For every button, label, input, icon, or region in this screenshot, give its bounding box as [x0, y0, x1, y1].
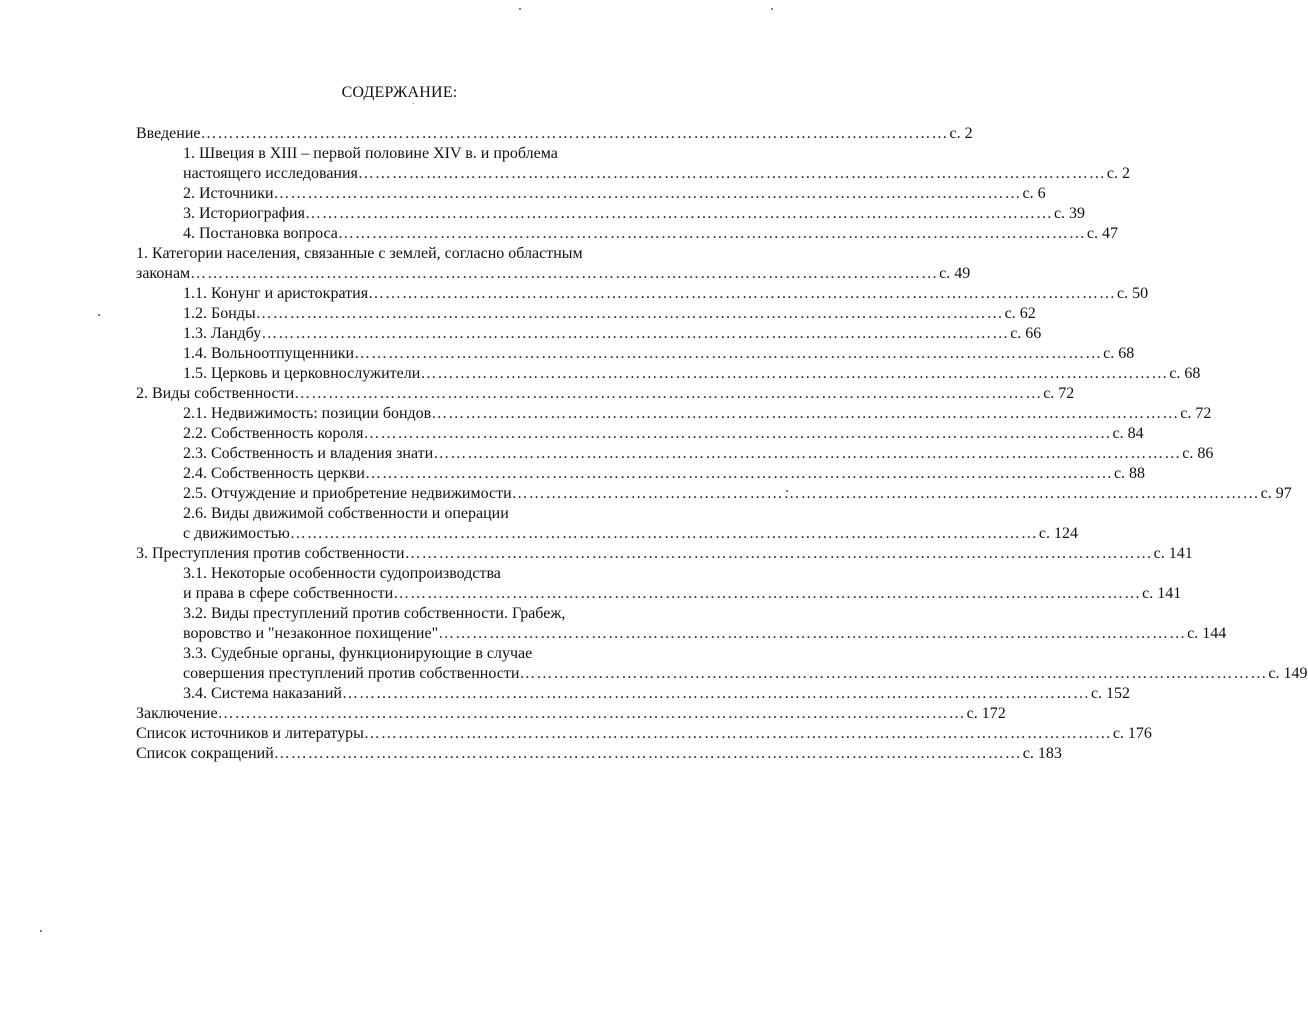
toc-entry-page: c. 86 [1182, 445, 1214, 462]
toc-entry-title: 1.3. Ландбу [183, 325, 262, 342]
scan-speck [519, 8, 521, 10]
toc-leader-dots: …………………………………………………………………………………………………………………… [190, 265, 939, 282]
toc-entry [183, 304, 1036, 324]
toc-entry-title: 2.4. Собственность церкви [183, 465, 365, 482]
toc-entry-title: 3. Преступления против собственности [136, 545, 405, 562]
toc-leader-dots: …………………………………………………………………………………………………………………… [363, 425, 1112, 442]
toc-leader-dots: …………………………………………………………………………………………………………………… [354, 345, 1103, 362]
toc-leader-dots: …………………………………………………………………………………………………………………… [304, 205, 1053, 222]
toc-entry [136, 264, 971, 284]
toc-entry-title: Список сокращений [136, 745, 274, 762]
toc-entry-page: c. 88 [1113, 465, 1146, 482]
toc-entry-page: c. 66 [1010, 325, 1042, 342]
toc-entry-title: 2.6. Виды движимой собственности и операции [183, 505, 509, 522]
toc-entry-title: 1.2. Бонды [183, 305, 256, 322]
toc-entry-page: c. 68 [1169, 365, 1201, 382]
toc-leader-dots: …………………………………………………………………………………………………………………… [261, 325, 1010, 342]
toc-entry-title: 3.1. Некоторые особенности судопроизводства [183, 565, 501, 582]
toc-entry-title: 2.1. Недвижимость: позиции бондов [183, 405, 432, 422]
toc-leader-dots: …………………………………………………………………………………………………………………… [289, 525, 1038, 542]
toc-leader-dots: …………………………………………………………………………………………………………………… [337, 225, 1086, 242]
toc-entry-page: c. 72 [1180, 405, 1212, 422]
toc-entry-title: и права в сфере собственности [183, 585, 394, 602]
toc-entry-title: Введение [136, 125, 201, 142]
scan-speck [771, 8, 773, 10]
toc-entry-title: 1. Швеция в XIII – первой половине XIV в. и проблема [183, 145, 558, 162]
toc-entry [136, 704, 1006, 724]
toc-entry-title: 2. Виды собственности [136, 385, 295, 402]
toc-entry [183, 664, 1308, 684]
toc-entry [136, 384, 1075, 404]
toc-entry-title: воровство и "незаконное похищение" [183, 625, 439, 642]
toc-entry [183, 404, 1212, 424]
toc-entry [136, 544, 1193, 564]
toc-entry [183, 184, 1046, 204]
toc-entry-page: c. 144 [1187, 625, 1227, 642]
toc-entry-page: c. 183 [1022, 745, 1062, 762]
toc-entry-page: c. 49 [939, 265, 971, 282]
toc-entry [183, 564, 653, 584]
toc-leader-dots: …………………………………………………………………………………………………………………… [200, 125, 949, 142]
toc-leader-dots: …………………………………………………………………………………………………………………… [438, 625, 1187, 642]
toc-leader-dots: …………………………………………………………………………………………………………………… [404, 545, 1153, 562]
toc-entry [183, 224, 1119, 244]
toc-entry-page: c. 68 [1103, 345, 1135, 362]
toc-entry-page: c. 50 [1117, 285, 1149, 302]
toc-entry-title: 3.4. Система наказаний [183, 685, 342, 702]
toc-entry-page: c. 172 [966, 705, 1006, 722]
toc-leader-dots: …………………………………………………………………………………………………………………… [273, 745, 1022, 762]
toc-entry-title: 3. Историография [183, 205, 305, 222]
toc-entry-page: c. 141 [1142, 585, 1182, 602]
toc-leader-dots: …………………………………………………………………………………………………………………… [420, 365, 1169, 382]
toc-leader-dots: …………………………………………………………………………………………………………………… [368, 285, 1117, 302]
toc-entry [183, 324, 1042, 344]
toc-entry [183, 484, 1292, 504]
toc-entry-page: c. 124 [1038, 525, 1078, 542]
toc-entry-title: 2.3. Собственность и владения знати [183, 445, 434, 462]
toc-entry [183, 164, 1131, 184]
toc-leader-dots: …………………………………………………………………………………………………………………… [519, 665, 1268, 682]
toc-leader-dots: …………………………………………………………………………………………………………………… [364, 465, 1113, 482]
toc-entry [183, 624, 1227, 644]
toc-leader-dots: …………………………………………………………………………………………………………………… [393, 585, 1142, 602]
toc-entry-title: 1. Категории населения, связанные с землей, согласно областным [136, 245, 583, 262]
toc-heading: СОДЕРЖАНИЕ: [341, 84, 458, 101]
toc-entry [136, 124, 973, 144]
toc-entry [183, 524, 1078, 544]
toc-leader-dots: …………………………………………………………………………………………………………………… [273, 185, 1022, 202]
toc-entry-page: c. 141 [1153, 545, 1193, 562]
toc-entry [136, 724, 1152, 744]
toc-entry [183, 364, 1201, 384]
toc-entry-page: c. 176 [1112, 725, 1152, 742]
toc-entry-title: с движимостью [183, 525, 290, 542]
toc-entry-page: c. 2 [949, 125, 973, 142]
toc-entry-page: c. 47 [1086, 225, 1119, 242]
toc-entry-title: Заключение [136, 705, 218, 722]
toc-entry-title: 2.5. Отчуждение и приобретение недвижимости [183, 485, 512, 502]
toc-entry [183, 424, 1144, 444]
toc-entry [183, 464, 1146, 484]
toc-entry-page: c. 62 [1004, 305, 1036, 322]
toc-entry-page: c. 2 [1106, 165, 1131, 182]
toc-leader-dots: …………………………………………………………………………………………………………………… [433, 445, 1182, 462]
toc-entry-title: 2. Источники [183, 185, 274, 202]
toc-entry [183, 504, 653, 524]
toc-entry-title: настоящего исследования [183, 165, 358, 182]
toc-entry-title: 1.4. Вольноотпущенники [183, 345, 355, 362]
scan-speck [98, 314, 100, 316]
toc-entry-title: 3.3. Судебные органы, функционирующие в случае [183, 645, 533, 662]
toc-entry-title: совершения преступлений против собственности [183, 665, 520, 682]
toc-leader-dots: …………………………………………………………………………………………………………………… [363, 725, 1112, 742]
toc-entry-page: c. 72 [1043, 385, 1075, 402]
toc-entry [183, 444, 1214, 464]
toc-entry-page: c. 149 [1268, 665, 1308, 682]
toc-entry-page: c. 152 [1090, 685, 1131, 702]
toc-entry [136, 244, 656, 264]
toc-entry [183, 144, 653, 164]
toc-leader-dots: …………………………………………………………………………………………………………………… [255, 305, 1004, 322]
toc-entry [183, 284, 1149, 304]
toc-entry-title: 4. Постановка вопроса [183, 225, 338, 242]
toc-entry [183, 344, 1135, 364]
toc-entry-title: Список источников и литературы [136, 725, 364, 742]
toc-entry [183, 584, 1182, 604]
scan-speck [413, 103, 414, 104]
toc-entry [183, 204, 1086, 224]
toc-entry-title: 2.2. Собственность короля [183, 425, 364, 442]
toc-entry-page: c. 6 [1022, 185, 1046, 202]
toc-entry-page: c. 39 [1053, 205, 1086, 222]
toc-leader-dots: …………………………………………………………………………………………………………………… [217, 705, 966, 722]
toc-leader-dots: …………………………………………………………………………………………………………………… [431, 405, 1180, 422]
toc-entry-title: 1.5. Церковь и церковнослужители [183, 365, 421, 382]
toc-leader-dots: …………………………………………………………………………………………………………………… [294, 385, 1043, 402]
toc-leader-dots: …………………………………………………………………………………………………………………… [341, 685, 1090, 702]
toc-entry-page: c. 97 [1260, 485, 1292, 502]
toc-entry-page: c. 84 [1112, 425, 1144, 442]
toc-leader-dots: …………………………………………………………………………………………………………………… [357, 165, 1106, 182]
scan-speck [40, 930, 42, 932]
toc-entry-title: законам [136, 265, 191, 282]
toc-entry-title: 3.2. Виды преступлений против собственности. Грабеж, [183, 605, 566, 622]
toc-entry [136, 744, 1062, 764]
toc-leader-dots: …………………………………………………………………………………………………………………… [511, 485, 1260, 502]
toc-entry [183, 604, 653, 624]
toc-entry-title: 1.1. Конунг и аристократия [183, 285, 369, 302]
toc-entry [183, 644, 653, 664]
toc-entry [183, 684, 1131, 704]
